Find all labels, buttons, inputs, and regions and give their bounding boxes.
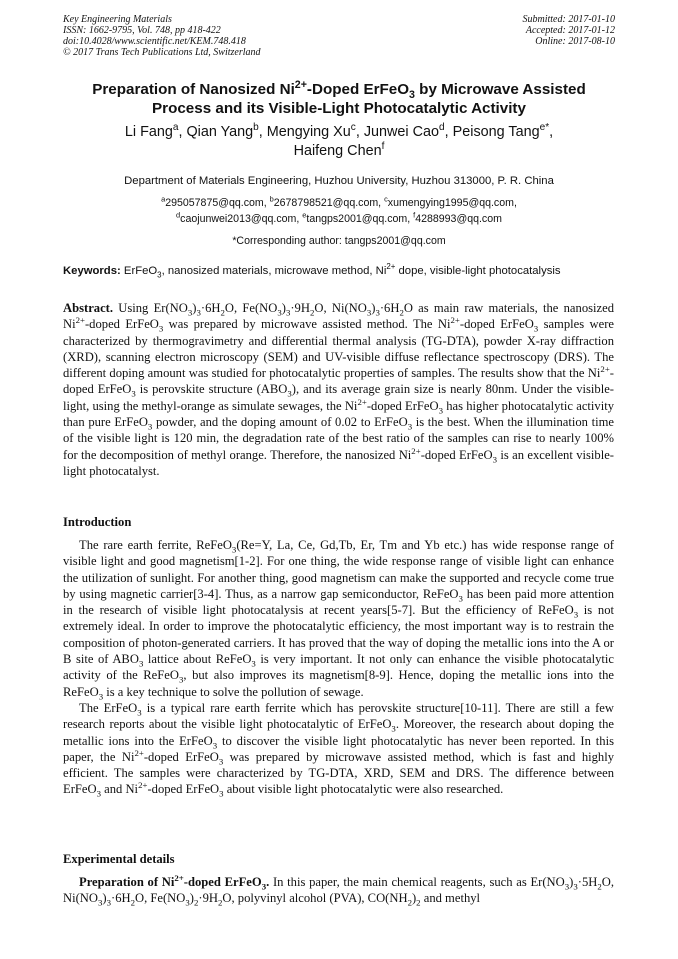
journal-copyright: © 2017 Trans Tech Publications Ltd, Switzerland xyxy=(63,47,261,58)
paragraph: The ErFeO$_3$ is a typical rare earth ferrite which has perovskite structure[10-11]. There are still a few research reports about the visible light photocatalytic of ErFeO$_3$. Moreover, the research about doping the metallic ions into the ErFeO$_3$ to discover the visible light photocatalytic has never been reported. In this paper, the $Ni^{2+}$-doped ErFeO$_3$ was prepared by microwave assisted method, which is fast and highly efficient. The samples were characterized by TG-DTA, XRD, SEM and DRS. The difference between ErFeO$_3$ and $Ni^{2+}$-doped ErFeO$_3$ about visible light photocatalytic were also researched. xyxy=(63,700,615,799)
email: 2678798521@qq.com xyxy=(273,197,379,209)
journal-doi: doi:10.4028/www.scientific.net/KEM.748.418 xyxy=(63,36,246,47)
journal-issn: ISSN: 1662-9795, Vol. 748, pp 418-422 xyxy=(63,25,221,36)
paper-title: Preparation of Nanosized $Ni^{2+}$-Doped ErFeO$_3$ by Microwave Assisted Process and its Visible-Light Photocatalytic Activity xyxy=(92,78,586,117)
author: Qian Yang xyxy=(186,124,254,140)
accepted-date: Accepted: 2017-01-12 xyxy=(525,25,615,36)
author: Mengying Xu xyxy=(266,124,351,140)
email: caojunwei2013@qq.com xyxy=(180,213,297,225)
author: Junwei Cao xyxy=(363,124,440,140)
author: Haifeng Chen xyxy=(293,143,382,159)
email: 295057875@qq.com xyxy=(165,197,264,209)
author-emails: $^a$295057875@qq.com, $^b$2678798521@qq.com, $^c$xumengying1995@qq.com, $^d$caojunwei2013@qq.com, $^e$tangps2001@qq.com, $^f$4288993@qq.com xyxy=(161,194,517,225)
paragraph: Preparation of $Ni^{2+}$-doped ErFeO$_3$. In this paper, the main chemical reagents, such as $Er(NO_3)_3\cdot 5H_2O$, $Ni(NO_3)_3\cdot 6H_2O$, $Fe(NO_3)_2\cdot 9H_2O$, polyvinyl alcohol (PVA), $CO(NH_2)_2$ and methyl xyxy=(63,872,614,908)
subsection-label: Preparation of $Ni^{2+}$-doped ErFeO$_3$. xyxy=(79,872,270,892)
corresponding-author: *Corresponding author: tangps2001@qq.com xyxy=(232,235,446,247)
section-heading-experimental: Experimental details xyxy=(63,852,175,866)
author: Peisong Tang xyxy=(452,124,540,140)
email: xumengying1995@qq.com xyxy=(387,197,514,209)
introduction-body xyxy=(63,537,614,798)
affiliation: Department of Materials Engineering, Huzhou University, Huzhou 313000, P. R. China xyxy=(124,175,554,187)
keywords: Keywords: ErFeO$_3$, nanosized materials, microwave method, $Ni^{2+}$ dope, visible-light photocatalysis xyxy=(63,262,561,280)
author-list: Li Fang$^a$, Qian Yang$^b$, Mengying Xu$^c$, Junwei Cao$^d$, Peisong Tang$^{e*}$, Haifeng Chen$^f$ xyxy=(124,122,554,159)
abstract: Abstract. Using $Er(NO_3)_3\cdot 6H_2O$, $Fe(NO_3)_3\cdot 9H_2O$, $Ni(NO_3)_3\cdot 6H_2O$ as main raw materials, the nanosized $Ni^{2+}$-doped ErFeO$_3$ was prepared by microwave assisted method. The $Ni^{2+}$-doped ErFeO$_3$ samples were characterized by thermogravimetry and differential thermal analysis (TG-DTA), powder X-ray diffraction (XRD), scanning electron microscopy (SEM) and UV-visible diffuse reflectance spectroscopy (DRS). The different doping amount was studied for photocatalytic properties of samples. The results show that the $Ni^{2+}$-doped ErFeO$_3$ is perovskite structure $(ABO_3)$, and its average grain size is nearly 80nm. Under the visible-light, using the methyl-orange as simulate sewages, the $Ni^{2+}$-doped ErFeO$_3$ has higher photocatalytic activity than pure ErFeO$_3$ powder, and the doping amount of 0.02 to ErFeO$_3$ is the best. When the illumination time of the visible light is 120 min, the degradation rate of the best ratio of the samples can rise to nearly 100% for the decomposition of methyl orange. Therefore, the nanosized $Ni^{2+}$-doped ErFeO$_3$ is an excellent visible-light photocatalyst. xyxy=(63,301,614,478)
experimental-body xyxy=(63,874,614,907)
submitted-date: Submitted: 2017-01-10 xyxy=(522,14,615,25)
online-date: Online: 2017-08-10 xyxy=(535,36,615,47)
journal-name: Key Engineering Materials xyxy=(63,14,172,25)
abstract-label: Abstract. xyxy=(63,301,114,315)
section-heading-introduction: Introduction xyxy=(63,515,132,529)
journal-meta xyxy=(63,14,261,58)
author: Li Fang xyxy=(124,124,173,140)
submission-dates xyxy=(523,14,616,47)
email: 4288993@qq.com xyxy=(415,213,502,225)
paragraph: The rare earth ferrite, ReFeO$_3$(Re=Y, La, Ce, Gd,Tb, Er, Tm and Yb etc.) has wide response range of visible light and good magnetism[1-2]. For one thing, the wide response range of visible light can enhance the utilization of sunlight. For another thing, good magnetism can make the supported and recycle come true by using magnetic carrier[3-4]. Thus, as a narrow gap semiconductor, ReFeO$_3$ has been paid more attention in the research of visible light photocatalysis at recent years[5-7]. But the efficiency of ReFeO$_3$ is not extremely ideal. In order to improve the photocatalytic efficiency, the most important way is to restrain the composition of photon-generated carriers. It has proved that the way of doping the metallic ions into the A or B site of $ABO_3$ lattice about ReFeO$_3$ is very important. It not only can enhance the visible photocatalytic activity of the ReFeO$_3$, but also improves its magnetism[8-9]. Hence, doping the metallic ions into the ReFeO$_3$ is a key technique to solve the pollution of sewage. xyxy=(63,538,615,702)
email: tangps2001@qq.com xyxy=(306,213,408,225)
